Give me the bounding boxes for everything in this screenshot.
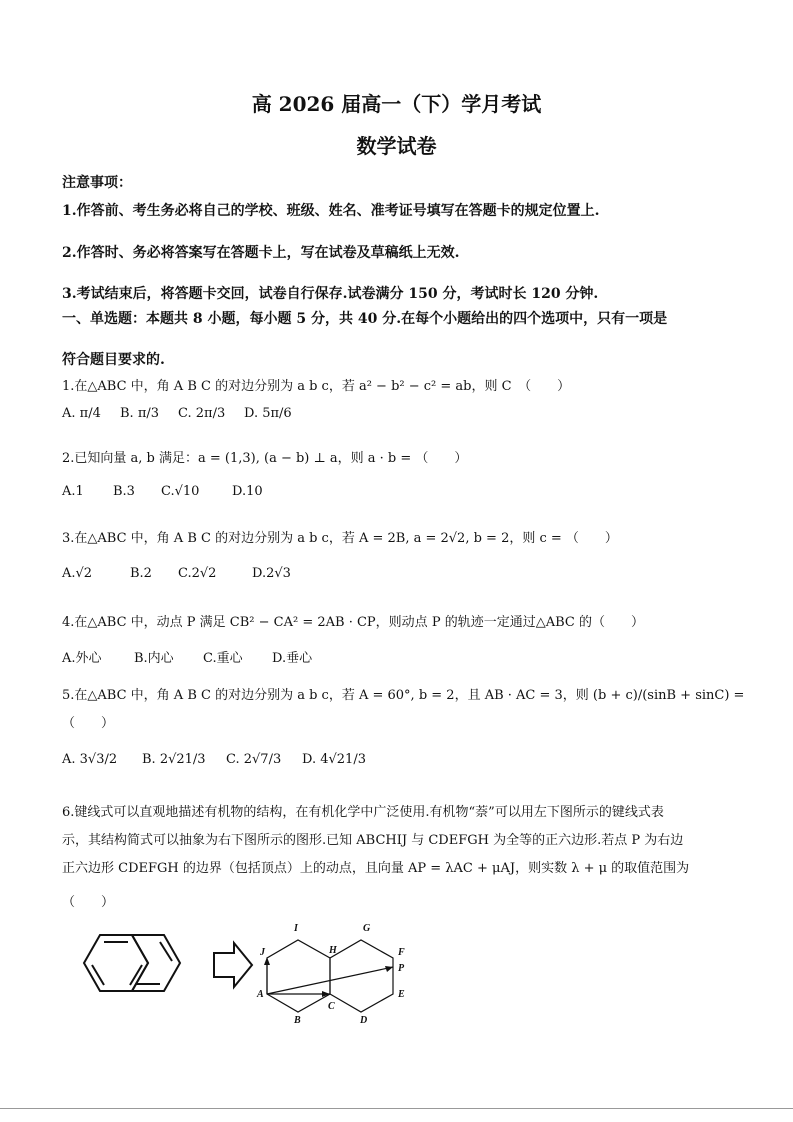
- question-2-option-b: B.3: [113, 484, 135, 499]
- hexagon-abchij: [267, 940, 330, 1012]
- question-1-option-b: B. π/3: [120, 406, 160, 421]
- question-3-stem: 3.在△ABC 中，角 A B C 的对边分别为 a b c，若 A = 2B, a = 2√2, b = 2，则 c = （ ）: [62, 531, 618, 546]
- question-2-option-d: D.10: [232, 484, 263, 499]
- question-5-option-b: B. 2√21/3: [142, 752, 206, 767]
- question-1-option-d: D. 5π/6: [244, 406, 292, 421]
- note-item: 1.作答前、考生务必将自己的学校、班级、姓名、准考证号填写在答题卡的规定位置上.: [62, 203, 600, 219]
- question-3-option-a: A.√2: [62, 566, 93, 581]
- section-heading: 一、单选题：本题共 8 小题，每小题 5 分，共 40 分.在每个小题给出的四个选项中，只有一项是: [62, 311, 668, 327]
- naphthalene-figure: [62, 915, 422, 1025]
- question-6-line: 示，其结构简式可以抽象为右下图所示的图形.已知 ABCHIJ 与 CDEFGH 为全等的正六边形.若点 P 为右边: [62, 833, 684, 848]
- question-5-stem: 5.在△ABC 中，角 A B C 的对边分别为 a b c，若 A = 60°, b = 2，且 AB · AC = 3，则 (b + c)/(sinB + sinC) =: [62, 688, 745, 703]
- hexagon-cdefgh: [330, 940, 393, 1012]
- question-4-stem: 4.在△ABC 中，动点 P 满足 CB² − CA² = 2AB · CP，则动点 P 的轨迹一定通过△ABC 的（ ）: [62, 615, 644, 630]
- question-1-option-a: A. π/4: [62, 406, 101, 421]
- question-2-option-c: C.√10: [161, 484, 200, 499]
- question-5-paren: （ ）: [62, 716, 115, 731]
- question-6-line: 6.键线式可以直观地描述有机物的结构，在有机化学中广泛使用.有机物“萘”可以用左下图所示的键线式表: [62, 805, 664, 820]
- exam-subtitle: 数学试卷: [356, 134, 437, 158]
- notes-heading: 注意事项：: [62, 175, 132, 191]
- question-4-option-c: C.重心: [203, 651, 243, 666]
- arrow-icon: [214, 943, 252, 987]
- label-d: D: [360, 1015, 368, 1025]
- naphthalene-ring-right: [132, 935, 180, 991]
- label-c: C: [328, 1001, 335, 1012]
- question-3-option-d: D.2√3: [252, 566, 291, 581]
- label-f: F: [398, 947, 405, 958]
- question-2-stem: 2.已知向量 a, b 满足：a = (1,3), (a − b) ⊥ a，则 a · b = （ ）: [62, 451, 468, 466]
- question-3-option-c: C.2√2: [178, 566, 217, 581]
- page-bottom-divider: [0, 1108, 793, 1109]
- question-3-option-b: B.2: [130, 566, 152, 581]
- question-5-option-d: D. 4√21/3: [302, 752, 366, 767]
- question-4-option-a: A.外心: [62, 651, 102, 666]
- question-4-option-d: D.垂心: [272, 651, 313, 666]
- exam-title: 高 2026 届高一（下）学月考试: [251, 92, 542, 116]
- note-item: 3.考试结束后，将答题卡交回，试卷自行保存.试卷满分 150 分，考试时长 120 分钟.: [62, 286, 599, 302]
- question-1-stem: 1.在△ABC 中，角 A B C 的对边分别为 a b c，若 a² − b² − c² = ab，则 C （ ）: [62, 379, 571, 394]
- label-i: I: [294, 923, 298, 934]
- question-6-paren: （ ）: [62, 895, 115, 910]
- note-item: 2.作答时、务必将答案写在答题卡上，写在试卷及草稿纸上无效.: [62, 245, 460, 261]
- label-b: B: [294, 1015, 301, 1025]
- question-2-option-a: A.1: [62, 484, 84, 499]
- label-p: P: [398, 963, 405, 974]
- naphthalene-ring-left: [84, 935, 148, 991]
- label-e: E: [398, 989, 405, 1000]
- question-6-line: 正六边形 CDEFGH 的边界（包括顶点）上的动点，且向量 AP = λAC + μAJ，则实数 λ + μ 的取值范围为: [62, 861, 690, 876]
- section-heading-cont: 符合题目要求的.: [62, 352, 165, 368]
- label-g: G: [363, 923, 371, 934]
- question-5-option-a: A. 3√3/2: [62, 752, 118, 767]
- question-1-option-c: C. 2π/3: [178, 406, 226, 421]
- label-a: A: [257, 989, 264, 1000]
- question-5-option-c: C. 2√7/3: [226, 752, 282, 767]
- label-h: H: [329, 945, 337, 956]
- label-j: J: [260, 947, 265, 958]
- naphthalene-structure: [84, 935, 180, 991]
- question-4-option-b: B.内心: [134, 651, 174, 666]
